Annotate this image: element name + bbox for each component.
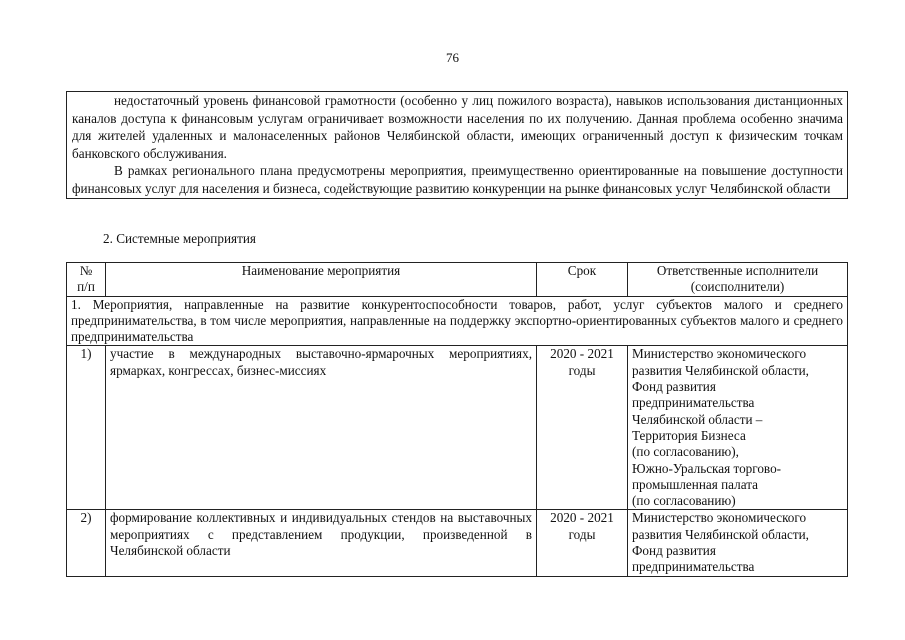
table-header-row xyxy=(67,263,848,297)
row-name: формирование коллективных и индивидуальных стендов на выставочных мероприятиях с представлением продукции, произведенной в Челябинской области xyxy=(106,510,537,576)
group-title: 1. Мероприятия, направленные на развитие конкурентоспособности товаров, работ, услуг субъектов малого и среднего предпринимательства, в том числе мероприятия, направленные на поддержку экспортно-ориентированных субъектов малого и среднего предпринимательства xyxy=(67,296,848,346)
group-row xyxy=(67,296,848,346)
header-name: Наименование мероприятия xyxy=(106,263,537,297)
page-number: 76 xyxy=(446,50,459,65)
row-num: 1) xyxy=(67,346,106,510)
header-num: № п/п xyxy=(67,263,106,297)
row-num: 2) xyxy=(67,510,106,576)
header-responsible: Ответственные исполнители (соисполнители) xyxy=(628,263,848,297)
intro-paragraph-1: недостаточный уровень финансовой грамотности (особенно у лиц пожилого возраста), навыков использования дистанционных каналов доступа к финансовым услугам ограничивает возможности населения по их получению. Данная проблема особенно значима для жителей удаленных и малонаселенных районов Челябинской области, имеющих ограниченный доступ к физическим точкам банковского обслуживания. xyxy=(72,93,843,161)
events-table xyxy=(66,262,848,577)
row-responsible: Министерство экономического развития Челябинской области, Фонд развития предпринимательства xyxy=(628,510,848,576)
row-name: участие в международных выставочно-ярмарочных мероприятиях, ярмарках, конгрессах, бизнес-миссиях xyxy=(106,346,537,510)
header-term: Срок xyxy=(537,263,628,297)
row-term: 2020 - 2021 годы xyxy=(537,346,628,510)
row-responsible: Министерство экономического развития Челябинской области, Фонд развития предпринимательства Челябинской области – Территория Бизнеса (по согласованию), Южно-Уральская торгово- промышленная палата (по согласованию) xyxy=(628,346,848,510)
intro-text-box xyxy=(66,91,848,199)
intro-paragraph-2: В рамках регионального плана предусмотрены мероприятия, преимущественно ориентированные на повышение доступности финансовых услуг для населения и бизнеса, содействующие развитию конкуренции на рынке финансовых услуг Челябинской области xyxy=(72,163,843,196)
section-title: 2. Системные мероприятия xyxy=(103,231,256,246)
row-term: 2020 - 2021 годы xyxy=(537,510,628,576)
table-row xyxy=(67,510,848,576)
table-row xyxy=(67,346,848,510)
